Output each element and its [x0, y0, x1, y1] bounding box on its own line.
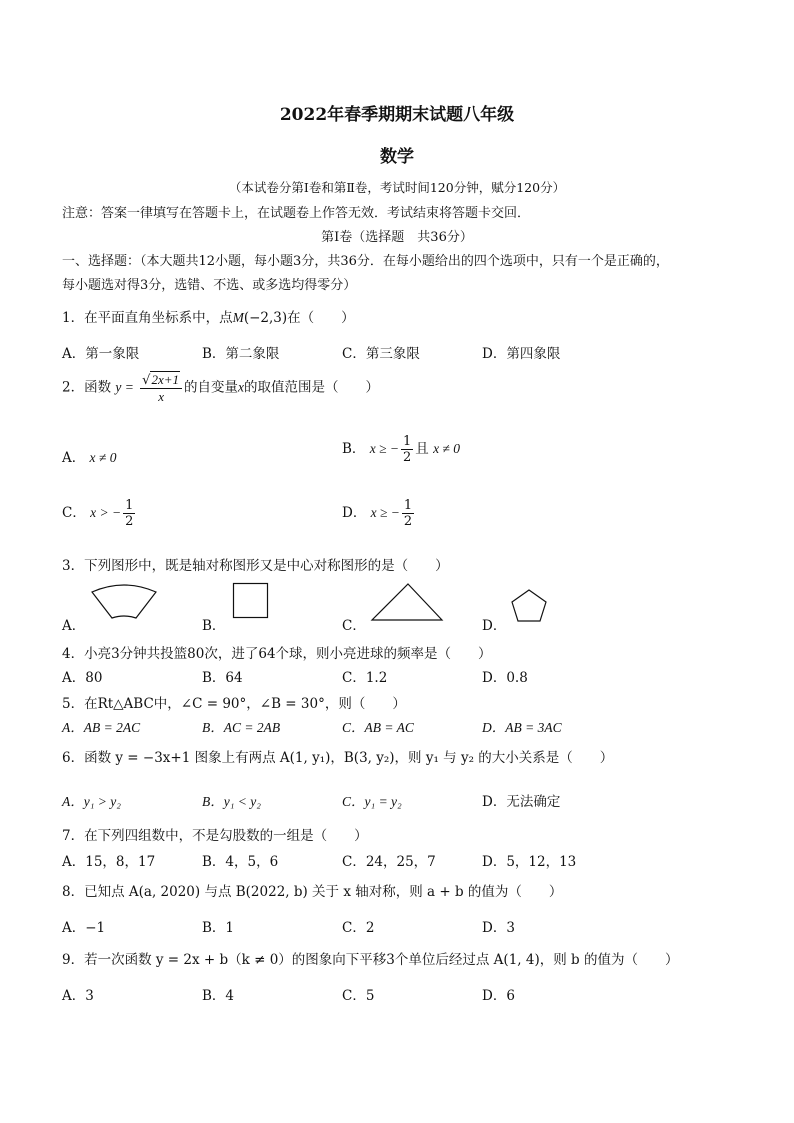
q2-option-c[interactable]: C． x > − $\frac{1}{2}$ — [62, 498, 134, 529]
q9-option-b[interactable]: B．4 — [202, 988, 235, 1004]
q7-option-d[interactable]: D．5，12，13 — [482, 854, 577, 870]
q2-option-d[interactable]: D． x ≥ − $\frac{1}{2}$ — [342, 498, 413, 529]
q9-option-c[interactable]: C．5 — [342, 988, 375, 1004]
q1-option-a[interactable]: A．第一象限 — [62, 346, 140, 362]
q6-option-b[interactable]: B．y₁ < y₂ — [202, 794, 261, 809]
q8-option-d[interactable]: D．3 — [482, 920, 515, 936]
q4-option-b[interactable]: B．64 — [202, 670, 243, 686]
q6-option-a[interactable]: A．y₁ > y₂ — [62, 794, 121, 809]
q5-option-a[interactable]: A．AB = 2AC — [62, 720, 141, 735]
question-2-stem: 2．函数 y = $\frac{√2x+1}{x}$ 的自变量x的取值范围是（ ） — [62, 372, 380, 404]
notice: 注意：答案一律填写在答题卡上，在试题卷上作答无效．考试结束将答题卡交回． — [62, 206, 531, 221]
question-4-stem: 4．小亮3分钟共投篮80次，进了64个球，则小亮进球的频率是（ ） — [62, 646, 492, 662]
q8-option-a[interactable]: A．−1 — [62, 920, 106, 936]
q9-option-a[interactable]: A．3 — [62, 988, 94, 1004]
q3-option-d-label[interactable]: D． — [482, 618, 507, 634]
q7-option-a[interactable]: A．15，8，17 — [62, 854, 156, 870]
q1-option-c[interactable]: C．第三象限 — [342, 346, 420, 362]
q2-fraction: $\frac{√2x+1}{x}$ — [140, 372, 182, 404]
q1-option-d[interactable]: D．第四象限 — [482, 346, 561, 362]
section-instructions-1: 一、选择题：（本大题共12小题，每小题3分，共36分．在每小题给出的四个选项中，只有一个是正确的， — [62, 254, 669, 269]
question-7-stem: 7．在下列四组数中，不是勾股数的一组是（ ） — [62, 828, 368, 844]
question-1-stem: 1．在平面直角坐标系中，点M(−2,3)在（ ） — [62, 310, 355, 326]
pentagon-shape-icon[interactable] — [510, 588, 550, 624]
section-instructions-2: 每小题选对得3分，选错、不选、或多选均得零分） — [62, 278, 357, 293]
subject-title: 数学 — [380, 147, 414, 167]
part-title: 第Ⅰ卷（选择题 共36分） — [321, 230, 473, 245]
q1-option-b[interactable]: B．第二象限 — [202, 346, 280, 362]
q8-option-c[interactable]: C．2 — [342, 920, 375, 936]
question-6-stem: 6．函数 y = −3x+1 图象上有两点 A(1, y₁)，B(3, y₂)，则 y₁ 与 y₂ 的大小关系是（ ） — [62, 750, 614, 766]
q4-option-d[interactable]: D．0.8 — [482, 670, 528, 686]
q5-option-d[interactable]: D．AB = 3AC — [482, 720, 562, 735]
q4-option-a[interactable]: A．80 — [62, 670, 103, 686]
question-9-stem: 9．若一次函数 y = 2x + b（k ≠ 0）的图象向下平移3个单位后经过点 A(1, 4)，则 b 的值为（ ） — [62, 952, 679, 968]
question-5-stem: 5．在Rt△ABC中，∠C = 90°，∠B = 30°，则（ ） — [62, 696, 406, 712]
q6-option-d[interactable]: D．无法确定 — [482, 794, 561, 810]
q4-option-c[interactable]: C．1.2 — [342, 670, 388, 686]
question-8-stem: 8．已知点 A(a, 2020) 与点 B(2022, b) 关于 x 轴对称，则 a + b 的值为（ ） — [62, 884, 563, 900]
question-3-stem: 3．下列图形中，既是轴对称图形又是中心对称图形的是（ ） — [62, 558, 449, 574]
q2-option-a[interactable]: A． x ≠ 0 — [62, 450, 117, 466]
sector-shape-icon[interactable] — [88, 582, 160, 622]
q5-option-c[interactable]: C．AB = AC — [342, 720, 414, 735]
q8-option-b[interactable]: B．1 — [202, 920, 235, 936]
q9-option-d[interactable]: D．6 — [482, 988, 515, 1004]
q5-option-b[interactable]: B．AC = 2AB — [202, 720, 281, 735]
q3-option-c-label[interactable]: C． — [342, 618, 366, 634]
q3-option-a-label[interactable]: A． — [62, 618, 86, 634]
q6-option-c[interactable]: C．y₁ = y₂ — [342, 794, 402, 809]
exam-title: 2022年春季期期末试题八年级 — [279, 105, 515, 125]
triangle-shape-icon[interactable] — [370, 582, 446, 624]
exam-info: （本试卷分第Ⅰ卷和第Ⅱ卷，考试时间120分钟，赋分120分） — [228, 180, 566, 195]
q2-option-b[interactable]: B． x ≥ − $\frac{1}{2}$ 且 x ≠ 0 — [342, 434, 460, 465]
q3-option-b-label[interactable]: B． — [202, 618, 226, 634]
q7-option-b[interactable]: B．4，5，6 — [202, 854, 279, 870]
q7-option-c[interactable]: C．24，25，7 — [342, 854, 436, 870]
square-shape-icon[interactable] — [232, 582, 272, 622]
